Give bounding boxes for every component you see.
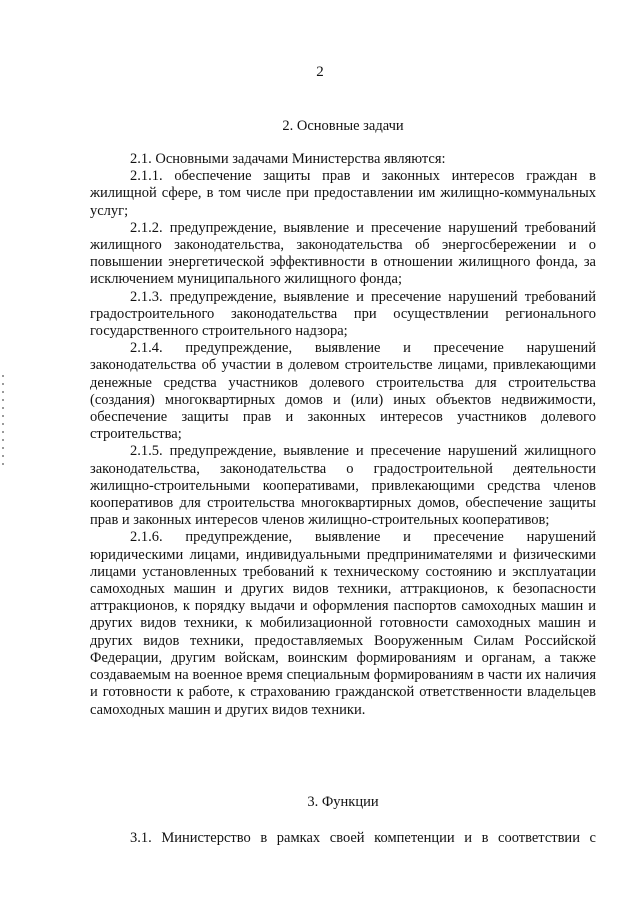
paragraph-2-1: 2.1. Основными задачами Министерства являются: <box>130 151 446 167</box>
page-number: 2 <box>316 64 324 80</box>
paragraph-2-1-6: 2.1.6. предупреждение, выявление и пресечение нарушений юридическими лицами, индивидуальными предпринимателями и физическими лицами установленных требований к техническому состоянию и эксплуатации самоходных машин и других видов техники, аттракционов, к безопасности аттракционов, к порядку выдачи и оформления паспортов самоходных машин и других видов техники, к мобилизационной готовности самоходных машин и других видов техники, предоставляемых Вооруженным Силам Российской Федерации, другим войскам, воинским формированиям и органам, а также создаваемым на военное время специальным формированиям в части их наличия и готовности к работе, к страхованию гражданской ответственности владельцев самоходных машин и других видов техники. <box>90 529 596 718</box>
section-2-body <box>90 151 596 719</box>
paragraph-2-1-1: 2.1.1. обеспечение защиты прав и законных интересов граждан в жилищной сфере, в том числе при предоставлении им жилищно-коммунальных услуг; <box>90 168 596 219</box>
paragraph-2-1-3: 2.1.3. предупреждение, выявление и пресечение нарушений требований градостроительного законодательства при осуществлении регионального государственного строительного надзора; <box>90 288 596 340</box>
paragraph-3-1: 3.1. Министерство в рамках своей компетенции и в соответствии с <box>130 830 596 846</box>
section-2-title: 2. Основные задачи <box>282 118 404 134</box>
paragraph-2-1-4: 2.1.4. предупреждение, выявление и пресечение нарушений законодательства об участии в долевом строительстве лицами, привлекающими денежные средства участников долевого строительства для строительства (создания) многоквартирных домов и (или) иных объектов недвижимости, обеспечение защиты прав и законных интересов участников долевого строительства; <box>90 340 596 443</box>
margin-binding-marks <box>2 375 6 475</box>
paragraph-2-1-5: 2.1.5. предупреждение, выявление и пресечение нарушений жилищного законодательства, законодательства о градостроительной деятельности жилищно-строительными кооперативами, привлекающими средства членов кооперативов для строительства многоквартирных домов, обеспечение защиты прав и законных интересов членов жилищно-строительных кооперативов; <box>90 443 596 529</box>
paragraph-2-1-2: 2.1.2. предупреждение, выявление и пресечение нарушений требований жилищного законодательства, законодательства об энергосбережении и о повышении энергетической эффективности в отношении жилищного фонда, за исключением муниципального жилищного фонда; <box>90 219 596 288</box>
section-3-title: 3. Функции <box>307 794 379 810</box>
